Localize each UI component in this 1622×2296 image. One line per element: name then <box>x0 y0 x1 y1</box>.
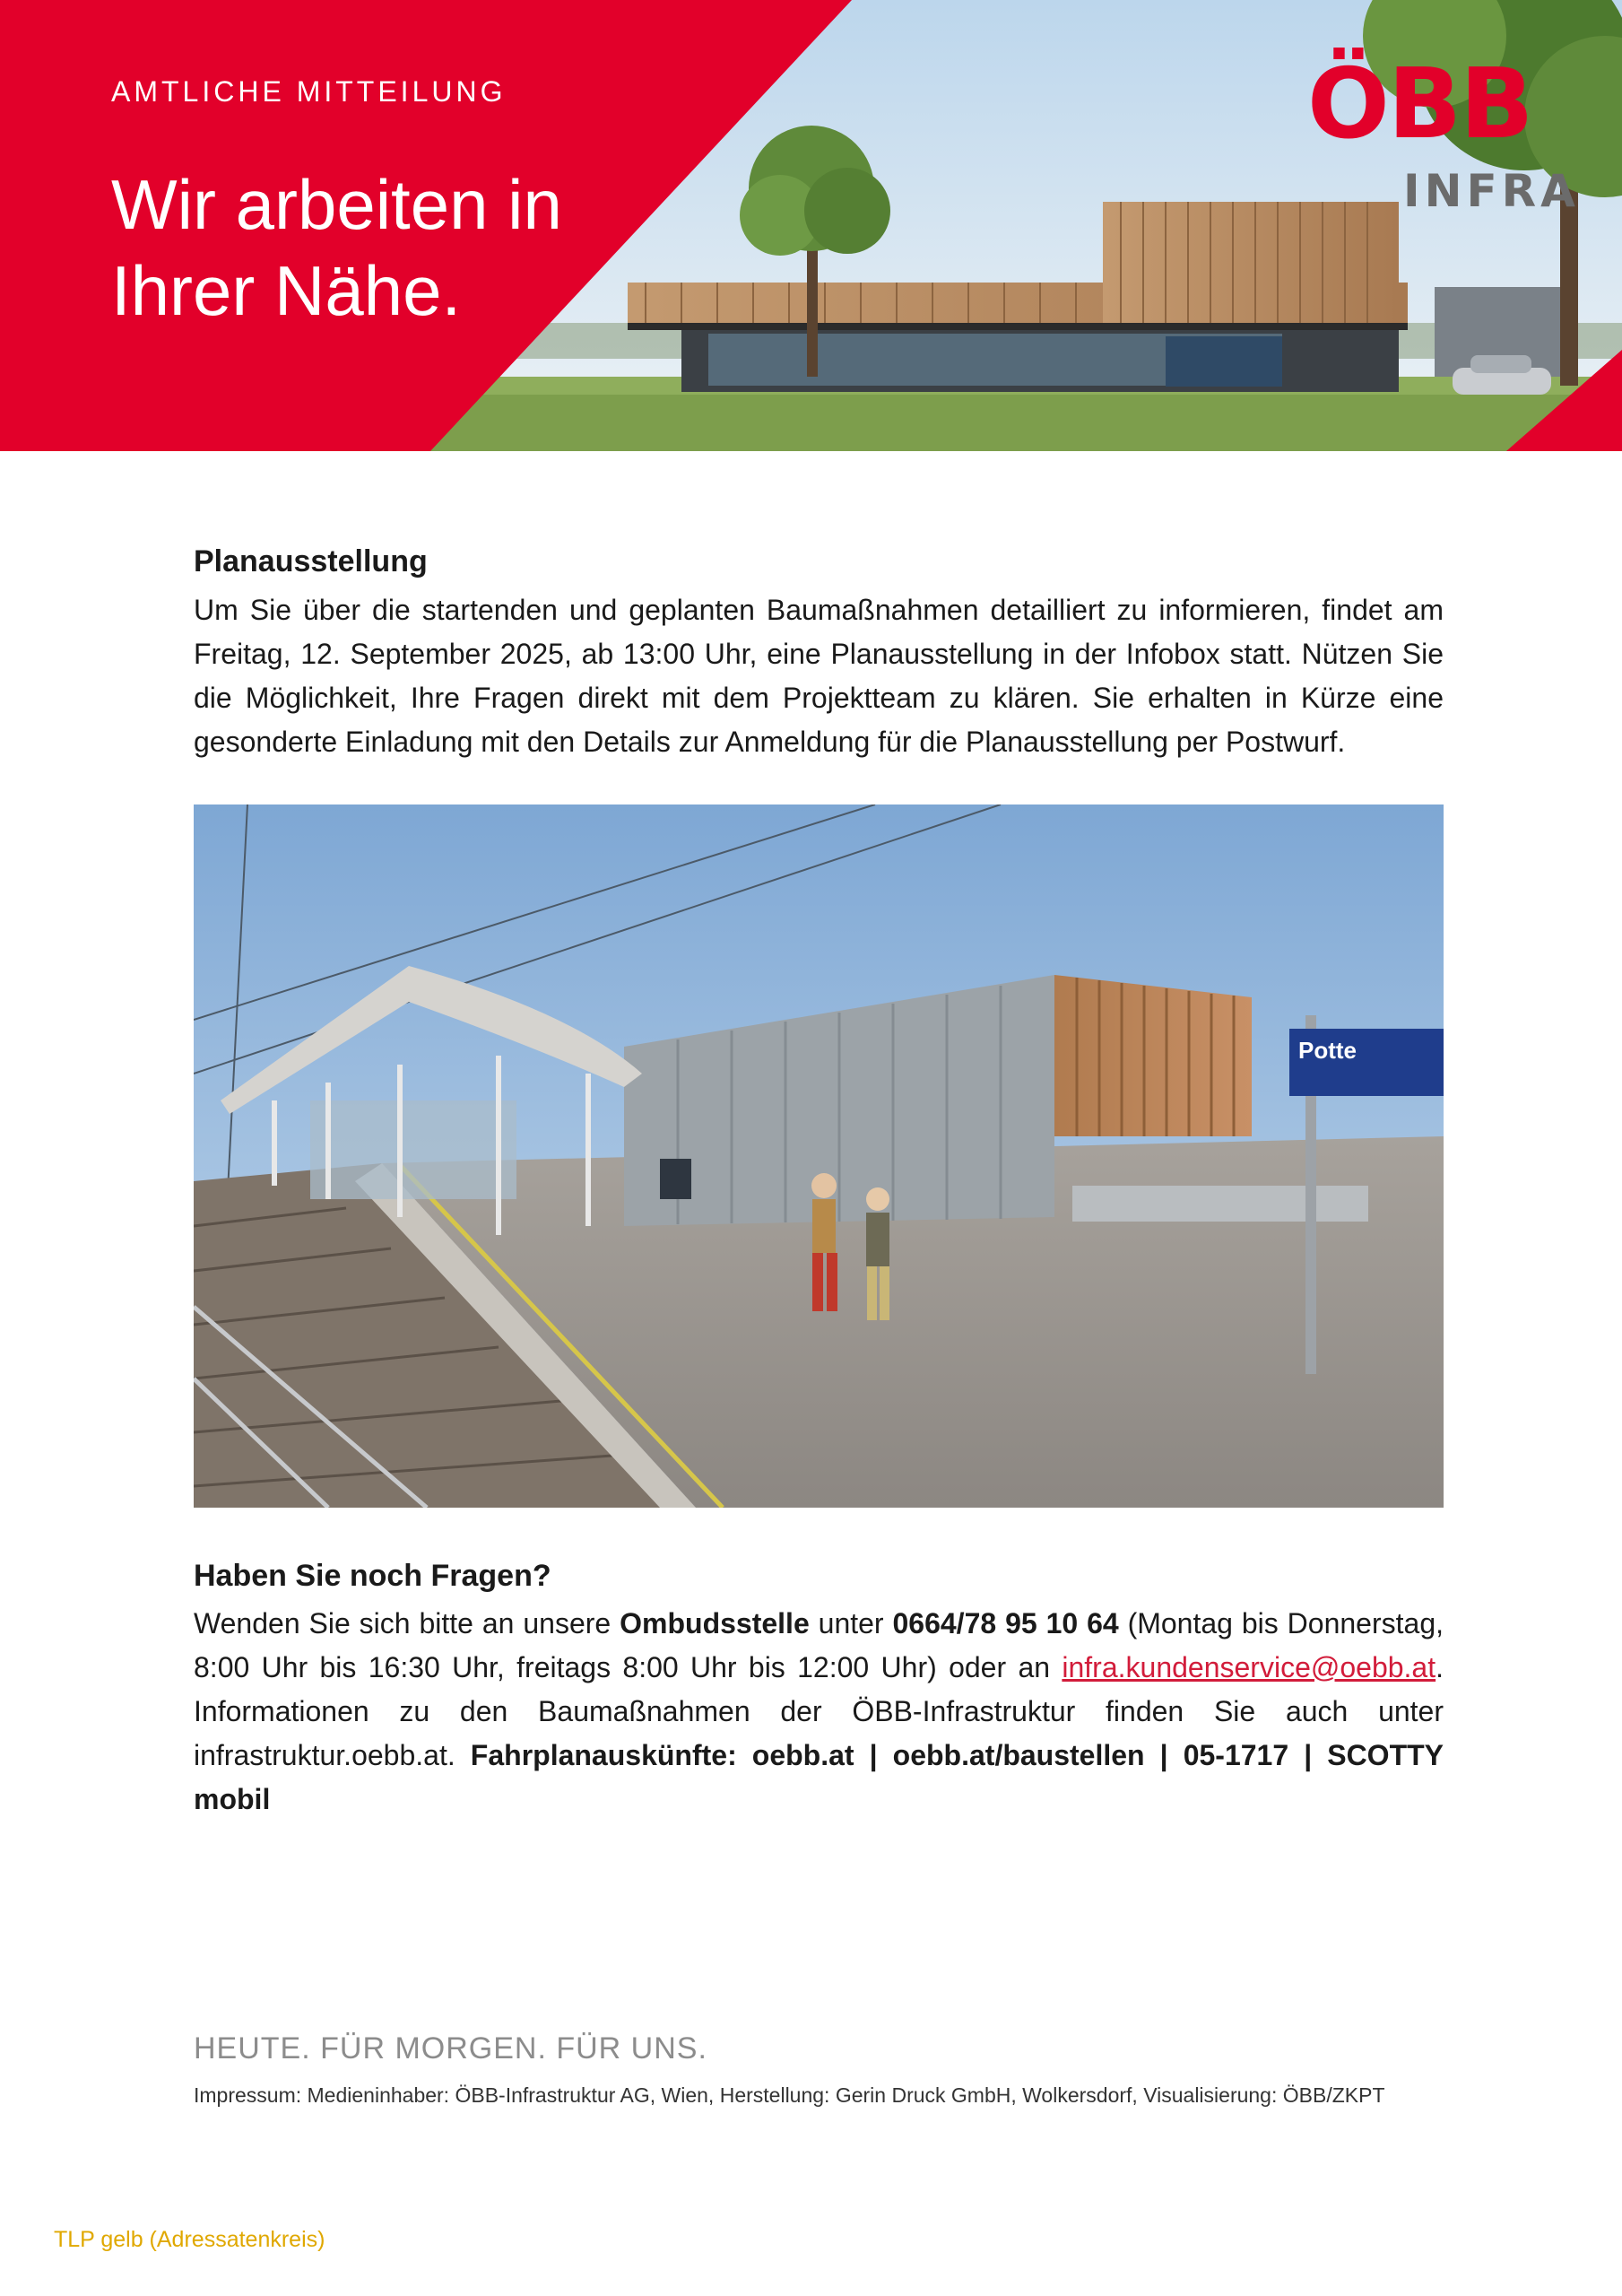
slogan: HEUTE. FÜR MORGEN. FÜR UNS. <box>194 2031 707 2066</box>
ombudsstelle-label: Ombudsstelle <box>620 1607 810 1639</box>
imprint: Impressum: Medieninhaber: ÖBB-Infrastruktur AG, Wien, Herstellung: Gerin Druck GmbH, Wolkersdorf, Visualisierung: ÖBB/ZKPT <box>194 2083 1385 2107</box>
banner-kicker: AMTLICHE MITTEILUNG <box>111 75 507 108</box>
platform-visualization <box>194 804 1444 1508</box>
planausstellung-text: Um Sie über die startenden und geplanten Baumaßnahmen detailliert zu informieren, findet am Freitag, 12. September 2025, ab 13:00 Uhr, eine Planausstellung in der Infobox statt. Nützen Sie die Möglichkeit, Ihre Fragen direkt mit dem Projektteam zu klären. Sie erhalten in Kürze eine gesonderte Einladung mit den Details zur Anmeldung für die Planausstellung per Postwurf. <box>194 594 1444 758</box>
platform-render <box>194 804 1444 1508</box>
fragen-text <box>194 1602 1444 1822</box>
banner-title: Wir arbeiten in Ihrer Nähe. <box>111 165 562 330</box>
fahrplan-info: Fahrplanauskünfte: oebb.at | oebb.at/baustellen | 05-1717 | SCOTTY mobil <box>194 1739 1444 1815</box>
station-sign-text: Potte <box>1298 1037 1357 1064</box>
planausstellung-heading: Planausstellung <box>194 544 428 578</box>
infra-logo-text: INFRA <box>1403 165 1580 217</box>
fragen-text-part: (Montag bis Donnerstag, 8:00 Uhr bis 16:30 Uhr, freitags 8:00 Uhr bis 12:00 Uhr) oder an <box>194 1607 1444 1683</box>
header-banner <box>0 0 1622 451</box>
fragen-text-part: . Informationen zu den Baumaßnahmen der ÖBB-Infrastruktur finden Sie auch unter infrastruktur.oebb.at. <box>194 1651 1444 1771</box>
fragen-text-part: Wenden Sie sich bitte an unsere <box>194 1607 620 1639</box>
fragen-heading: Haben Sie noch Fragen? <box>194 1559 551 1593</box>
email-link[interactable]: infra.kundenservice@oebb.at <box>1062 1651 1436 1683</box>
fragen-text-part: unter <box>809 1607 893 1639</box>
oebb-logo: ÖBB <box>1307 48 1532 161</box>
tlp-classification: TLP gelb (Adressatenkreis) <box>54 2227 325 2252</box>
phone-number: 0664/78 95 10 64 <box>892 1607 1119 1639</box>
